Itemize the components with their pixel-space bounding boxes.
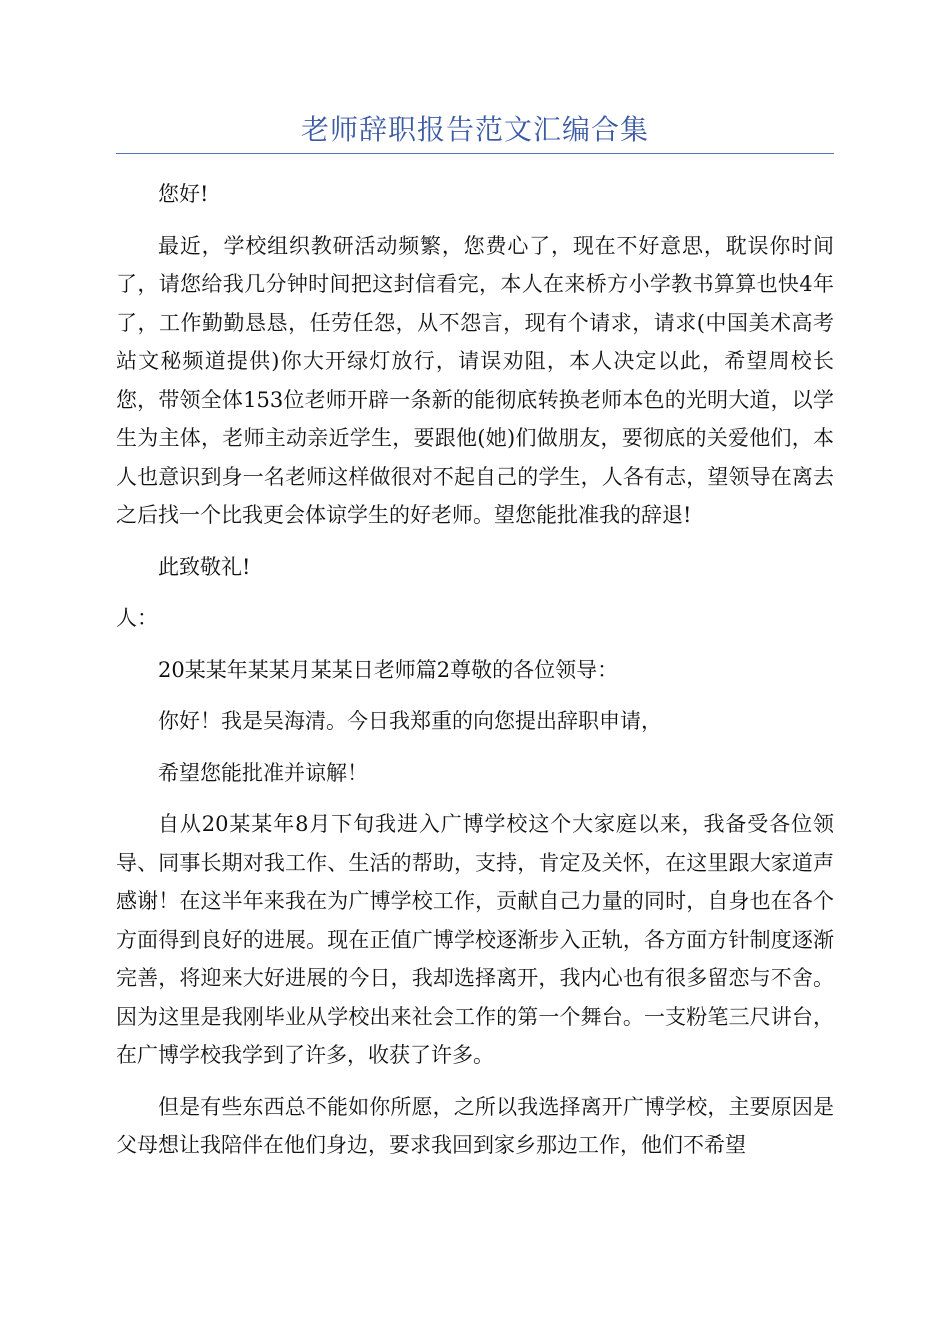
body-paragraph: 但是有些东西总不能如你所愿，之所以我选择离开广博学校，主要原因是父母想让我陪伴在他们身边，要求我回到家乡那边工作，他们不希望 — [116, 1094, 834, 1157]
request-paragraph: 希望您能批准并谅解！ — [158, 760, 368, 785]
document-title: 老师辞职报告范文汇编合集 — [300, 113, 649, 146]
greeting-paragraph: 你好！我是吴海清。今日我郑重的向您提出辞职申请， — [158, 709, 662, 733]
body-paragraph: 自从20某某年8月下旬我进入广博学校这个大家庭以来，我备受各位领导、同事长期对我工作、生活的帮助，支持，肯定及关怀，在这里跟大家道声感谢！在这半年来我在为广博学校工作，贡献自己力量的同时，自身也在各个方面得到良好的进展。现在正值广博学校逐渐步入正轨，各方面方针制度逐渐完善，将迎来大好进展的今日，我却选择离开，我内心也有很多留恋与不舍。因为这里是我刚毕业从学校出来社会工作的第一个舞台。一支粉笔三尺讲台，在广博学校我学到了许多，收获了许多。 — [116, 812, 834, 1067]
greeting-paragraph: 您好! — [158, 182, 209, 206]
date-heading-paragraph: 20某某年某某月某某日老师篇2尊敬的各位领导： — [158, 657, 619, 682]
signature-paragraph: 人： — [116, 606, 158, 630]
title-underline — [116, 153, 834, 154]
closing-paragraph: 此致敬礼! — [158, 554, 251, 579]
document-body — [116, 175, 834, 1178]
body-paragraph: 最近，学校组织教研活动频繁，您费心了，现在不好意思，耽误你时间了，请您给我几分钟时间把这封信看完，本人在来桥方小学教书算算也快4年了，工作勤勤恳恳，任劳任怨，从不怨言，现有个请求，请求(中国美术高考站文秘频道提供)你大开绿灯放行，请误劝阻，本人决定以此，希望周校长您，带领全体153位老师开辟一条新的能彻底转换老师本色的光明大道，以学生为主体，老师主动亲近学生，要跟他(她)们做朋友，要彻底的关爱他们，本人也意识到身一名老师这样做很对不起自己的学生，人各有志，望领导在离去之后找一个比我更会体谅学生的好老师。望您能批准我的辞退! — [116, 233, 834, 527]
